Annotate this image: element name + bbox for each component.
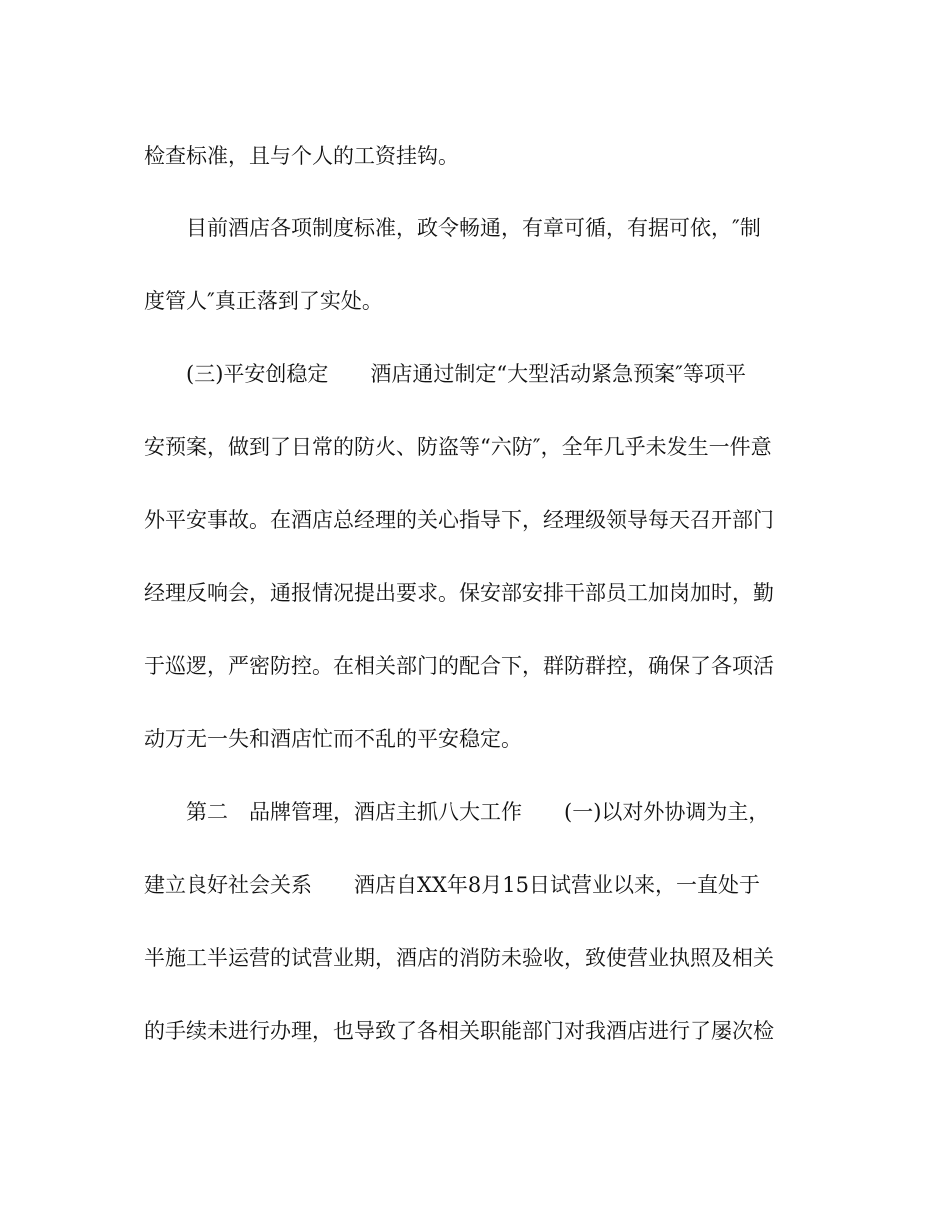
text-line-5: 安预案，做到了日常的防火、防盗等“六防″，全年几乎未发生一件意 <box>144 435 772 459</box>
text-line-7: 经理反响会，通报情况提出要求。保安部安排干部员工加岗加时，勤 <box>144 581 774 605</box>
text-line-12: 半施工半运营的试营业期，酒店的消防未验收，致使营业执照及相关 <box>144 946 774 970</box>
text-line-6: 外平安事故。在酒店总经理的关心指导下，经理级领导每天召开部门 <box>144 508 774 532</box>
text-line-10: 第二 品牌管理，酒店主抓八大工作 (一)以对外协调为主， <box>186 800 770 824</box>
text-line-2: 目前酒店各项制度标准，政令畅通，有章可循，有据可依，″制 <box>186 216 761 240</box>
text-line-3: 度管人″真正落到了实处。 <box>144 289 383 313</box>
text-line-8: 于巡逻，严密防控。在相关部门的配合下，群防群控，确保了各项活 <box>144 654 774 678</box>
text-line-9: 动万无一失和酒店忙而不乱的平安稳定。 <box>144 727 522 751</box>
text-line-4: (三)平安创稳定 酒店通过制定“大型活动紧急预案″等项平 <box>186 362 746 386</box>
text-line-11: 建立良好社会关系 酒店自XX年8月15日试营业以来，一直处于 <box>144 873 760 897</box>
text-line-1: 检查标准，且与个人的工资挂钩。 <box>144 144 459 168</box>
text-line-13: 的手续未进行办理，也导致了各相关职能部门对我酒店进行了屡次检 <box>144 1019 774 1043</box>
